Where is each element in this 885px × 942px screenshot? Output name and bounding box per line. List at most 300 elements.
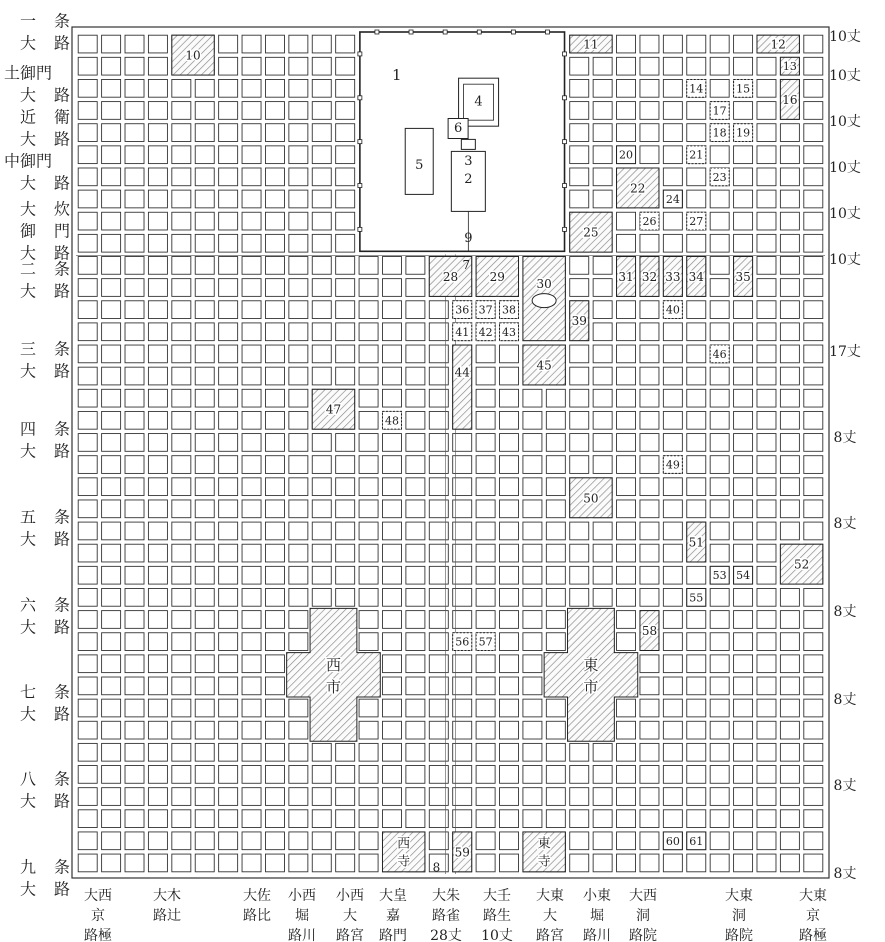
west-market-label: 市 <box>325 678 341 697</box>
city-block <box>148 677 167 695</box>
city-block <box>593 411 612 429</box>
street-name-text: 路 <box>53 85 71 105</box>
city-block <box>476 456 495 474</box>
city-block <box>663 721 682 739</box>
city-block <box>710 500 729 518</box>
city-block <box>687 35 706 53</box>
city-block <box>102 279 121 297</box>
street-width-label: 10丈 <box>829 160 861 176</box>
street-label-bottom <box>629 887 657 942</box>
city-block <box>359 588 378 606</box>
city-block <box>195 766 214 784</box>
city-block <box>593 854 612 872</box>
city-block <box>757 279 776 297</box>
city-block <box>780 500 799 518</box>
city-block <box>265 655 284 673</box>
city-block <box>593 788 612 806</box>
city-block <box>593 168 612 186</box>
palace-building-3 <box>461 139 475 149</box>
city-block <box>102 234 121 252</box>
city-block <box>663 79 682 97</box>
city-block <box>710 279 729 297</box>
city-block <box>148 279 167 297</box>
street-name-text: 条 <box>53 769 71 789</box>
city-block <box>242 566 261 584</box>
city-block <box>570 434 589 452</box>
city-block <box>242 168 261 186</box>
city-block <box>102 212 121 230</box>
city-block <box>804 279 823 297</box>
city-block <box>172 279 191 297</box>
city-block <box>687 478 706 496</box>
city-block <box>172 367 191 385</box>
city-block <box>359 478 378 496</box>
city-block <box>289 478 308 496</box>
city-block <box>382 810 401 828</box>
city-block <box>289 190 308 208</box>
city-block <box>640 721 659 739</box>
city-block <box>710 854 729 872</box>
city-block <box>242 854 261 872</box>
city-block <box>219 566 238 584</box>
city-block <box>336 345 355 363</box>
city-block <box>476 544 495 562</box>
city-block <box>102 633 121 651</box>
city-block <box>312 766 331 784</box>
city-block <box>710 810 729 828</box>
city-block <box>593 743 612 761</box>
palace-gate-mark <box>563 184 567 188</box>
city-block <box>336 766 355 784</box>
city-block <box>125 323 144 341</box>
street-name-text: 路川 <box>583 928 611 942</box>
city-block <box>734 212 753 230</box>
city-block <box>78 766 97 784</box>
city-block <box>804 411 823 429</box>
street-name-text: 路辻 <box>153 908 181 924</box>
city-block <box>265 500 284 518</box>
city-block <box>265 323 284 341</box>
city-block <box>172 323 191 341</box>
city-block <box>663 655 682 673</box>
city-block <box>78 389 97 407</box>
city-block <box>359 766 378 784</box>
east-market-label: 市 <box>583 678 599 697</box>
city-block <box>148 611 167 629</box>
city-block <box>195 544 214 562</box>
street-width-label: 10丈 <box>829 206 861 222</box>
city-block <box>336 124 355 142</box>
city-block <box>523 566 542 584</box>
city-block <box>710 766 729 784</box>
street-name-text: 路極 <box>799 928 827 942</box>
city-block <box>242 699 261 717</box>
city-block <box>687 788 706 806</box>
city-block <box>289 500 308 518</box>
palace-gate-mark <box>563 140 567 144</box>
city-block <box>593 588 612 606</box>
city-block <box>406 766 425 784</box>
city-block <box>195 212 214 230</box>
city-block <box>125 766 144 784</box>
city-block <box>219 434 238 452</box>
city-block <box>476 854 495 872</box>
city-block <box>593 323 612 341</box>
street-name-text: 大 <box>19 199 37 219</box>
city-block <box>406 323 425 341</box>
city-block <box>289 212 308 230</box>
city-block <box>500 434 519 452</box>
city-block <box>663 212 682 230</box>
city-block <box>593 257 612 275</box>
city-block <box>500 743 519 761</box>
city-block <box>663 478 682 496</box>
plot-label-16: 16 <box>782 92 798 107</box>
city-block <box>663 57 682 75</box>
street-name-text: 七 <box>19 682 37 702</box>
city-block <box>593 79 612 97</box>
city-block <box>663 611 682 629</box>
city-block <box>219 367 238 385</box>
street-name-text: 大 <box>19 361 37 381</box>
city-block <box>125 301 144 319</box>
street-label-left <box>20 508 70 549</box>
street-name-text: 大 <box>19 704 37 724</box>
city-block <box>359 566 378 584</box>
plot-30-structure <box>532 294 556 308</box>
city-block <box>312 301 331 319</box>
city-block <box>804 234 823 252</box>
city-block <box>219 168 238 186</box>
city-block <box>734 456 753 474</box>
city-block <box>359 323 378 341</box>
street-name-text: 路 <box>53 704 71 724</box>
street-name-text: 大 <box>19 617 37 637</box>
city-block <box>78 832 97 850</box>
city-block <box>617 57 636 75</box>
city-block <box>617 323 636 341</box>
city-block <box>734 434 753 452</box>
city-block <box>757 478 776 496</box>
city-block <box>382 279 401 297</box>
city-block <box>195 146 214 164</box>
city-block <box>125 234 144 252</box>
city-block <box>687 566 706 584</box>
street-name-text: 大佐 <box>243 888 271 904</box>
city-block <box>804 854 823 872</box>
street-name-text: 路雀 <box>432 908 460 924</box>
city-block <box>289 456 308 474</box>
city-block <box>476 743 495 761</box>
city-block <box>102 721 121 739</box>
city-block <box>593 522 612 540</box>
palace-gate-mark <box>563 96 567 100</box>
city-block <box>289 810 308 828</box>
city-block <box>359 456 378 474</box>
city-block <box>757 234 776 252</box>
city-block <box>102 522 121 540</box>
city-block <box>523 456 542 474</box>
city-block <box>663 367 682 385</box>
city-block <box>336 788 355 806</box>
city-block <box>125 35 144 53</box>
plot-label-36: 36 <box>455 303 470 317</box>
city-block <box>687 124 706 142</box>
city-block <box>242 79 261 97</box>
palace-label-1: 1 <box>391 65 402 84</box>
city-block <box>570 57 589 75</box>
city-block <box>780 456 799 474</box>
street-name-text: 大壬 <box>483 888 511 904</box>
city-block <box>757 699 776 717</box>
city-block <box>336 190 355 208</box>
city-block <box>406 566 425 584</box>
city-block <box>382 434 401 452</box>
city-block <box>242 57 261 75</box>
city-block <box>219 766 238 784</box>
street-name-text: 路極 <box>84 928 112 942</box>
city-block <box>78 212 97 230</box>
street-name-text: 大 <box>19 879 37 899</box>
plot-label-19: 19 <box>736 126 751 140</box>
city-block <box>406 810 425 828</box>
east-temple-label: 寺 <box>537 854 551 870</box>
city-block <box>359 279 378 297</box>
city-block <box>78 35 97 53</box>
city-block <box>125 611 144 629</box>
city-block <box>757 168 776 186</box>
city-block <box>219 677 238 695</box>
city-block <box>382 456 401 474</box>
city-block <box>780 301 799 319</box>
city-block <box>780 743 799 761</box>
city-block <box>78 655 97 673</box>
city-block <box>242 544 261 562</box>
street-name-text: 炊 <box>53 199 71 219</box>
city-block <box>359 544 378 562</box>
city-block <box>734 611 753 629</box>
city-block <box>219 500 238 518</box>
street-label-bottom <box>481 887 513 942</box>
city-block <box>312 522 331 540</box>
city-block <box>617 566 636 584</box>
street-name-text: 条 <box>53 507 71 527</box>
city-block <box>710 699 729 717</box>
street-width-label: 10丈 <box>829 114 861 130</box>
city-block <box>125 588 144 606</box>
city-block <box>195 411 214 429</box>
city-block <box>219 279 238 297</box>
city-block <box>640 854 659 872</box>
plot-label-45: 45 <box>536 358 552 373</box>
city-block <box>617 35 636 53</box>
city-block <box>710 743 729 761</box>
city-block <box>219 102 238 120</box>
city-block <box>242 257 261 275</box>
city-block <box>500 766 519 784</box>
city-block <box>125 146 144 164</box>
city-block <box>195 367 214 385</box>
city-block <box>570 522 589 540</box>
city-block <box>148 212 167 230</box>
city-block <box>265 699 284 717</box>
city-block <box>148 522 167 540</box>
city-block <box>265 102 284 120</box>
city-block <box>219 854 238 872</box>
palace-gate-mark <box>409 30 413 34</box>
city-block <box>172 124 191 142</box>
city-block <box>523 500 542 518</box>
city-block <box>336 279 355 297</box>
city-block <box>734 389 753 407</box>
city-block <box>265 367 284 385</box>
city-block <box>523 478 542 496</box>
city-block <box>195 832 214 850</box>
city-block <box>125 168 144 186</box>
city-block <box>219 633 238 651</box>
city-block <box>546 699 565 717</box>
palace-gate-mark <box>477 30 481 34</box>
city-block <box>710 611 729 629</box>
city-block <box>617 389 636 407</box>
street-name-text: 路 <box>53 33 71 53</box>
city-block <box>195 234 214 252</box>
street-label-bottom <box>725 887 753 942</box>
city-block <box>125 411 144 429</box>
city-block <box>570 411 589 429</box>
city-block <box>663 788 682 806</box>
city-block <box>312 102 331 120</box>
city-block <box>148 301 167 319</box>
city-block <box>804 212 823 230</box>
city-block <box>710 367 729 385</box>
city-block <box>382 699 401 717</box>
city-block <box>102 57 121 75</box>
street-label-left <box>4 64 70 105</box>
city-block <box>546 544 565 562</box>
city-block <box>406 611 425 629</box>
city-block <box>195 743 214 761</box>
street-name-text: 路 <box>53 173 71 193</box>
city-block <box>219 345 238 363</box>
city-block <box>78 102 97 120</box>
city-block <box>476 411 495 429</box>
city-block <box>78 434 97 452</box>
palace-label-7: 7 <box>462 257 471 272</box>
city-block <box>382 633 401 651</box>
city-block <box>219 810 238 828</box>
city-block <box>172 588 191 606</box>
city-block <box>289 522 308 540</box>
city-block <box>687 655 706 673</box>
city-block <box>640 478 659 496</box>
city-block <box>734 57 753 75</box>
city-block <box>523 655 542 673</box>
plot-label-24: 24 <box>665 192 680 206</box>
city-block <box>523 544 542 562</box>
street-name-text: 中御門 <box>3 151 53 171</box>
city-block <box>265 611 284 629</box>
city-block <box>312 168 331 186</box>
city-block <box>476 345 495 363</box>
street-name-text: 条 <box>53 682 71 702</box>
city-block <box>382 500 401 518</box>
city-block <box>593 810 612 828</box>
city-block <box>265 35 284 53</box>
city-block <box>710 655 729 673</box>
street-name-text: 五 <box>19 507 37 527</box>
city-block <box>687 766 706 784</box>
city-block <box>195 677 214 695</box>
city-block <box>312 345 331 363</box>
city-block <box>663 345 682 363</box>
city-block <box>336 102 355 120</box>
city-block <box>757 721 776 739</box>
city-block <box>406 655 425 673</box>
city-block <box>78 788 97 806</box>
city-block <box>546 478 565 496</box>
street-name-text: 大 <box>19 129 37 149</box>
city-block <box>570 190 589 208</box>
city-block <box>617 544 636 562</box>
city-block <box>172 190 191 208</box>
city-block <box>195 500 214 518</box>
city-block <box>102 257 121 275</box>
street-name-text: 28丈 <box>430 928 462 942</box>
city-block <box>242 788 261 806</box>
street-label-left <box>20 108 70 149</box>
city-block <box>289 102 308 120</box>
city-block <box>78 79 97 97</box>
city-block <box>500 478 519 496</box>
city-block <box>546 389 565 407</box>
city-block <box>804 788 823 806</box>
city-block <box>172 655 191 673</box>
city-block <box>125 124 144 142</box>
street-name-text: 条 <box>53 419 71 439</box>
street-label-bottom <box>379 887 407 942</box>
city-block <box>312 854 331 872</box>
city-block <box>804 655 823 673</box>
city-block <box>406 721 425 739</box>
street-name-text: 六 <box>19 595 37 615</box>
plot-label-15: 15 <box>736 82 751 96</box>
city-block <box>219 57 238 75</box>
city-block <box>336 301 355 319</box>
city-block <box>312 190 331 208</box>
city-block <box>687 367 706 385</box>
city-block <box>687 168 706 186</box>
city-block <box>476 434 495 452</box>
city-block <box>780 212 799 230</box>
city-block <box>570 367 589 385</box>
city-block <box>102 611 121 629</box>
city-block <box>78 854 97 872</box>
city-block <box>570 588 589 606</box>
city-block <box>219 699 238 717</box>
city-block <box>406 588 425 606</box>
city-block <box>523 699 542 717</box>
city-block <box>102 655 121 673</box>
city-block <box>359 434 378 452</box>
city-block <box>382 743 401 761</box>
city-block <box>406 434 425 452</box>
city-block <box>242 146 261 164</box>
city-block <box>312 788 331 806</box>
city-block <box>593 279 612 297</box>
city-block <box>710 677 729 695</box>
street-name-text: 小西 <box>288 888 316 904</box>
